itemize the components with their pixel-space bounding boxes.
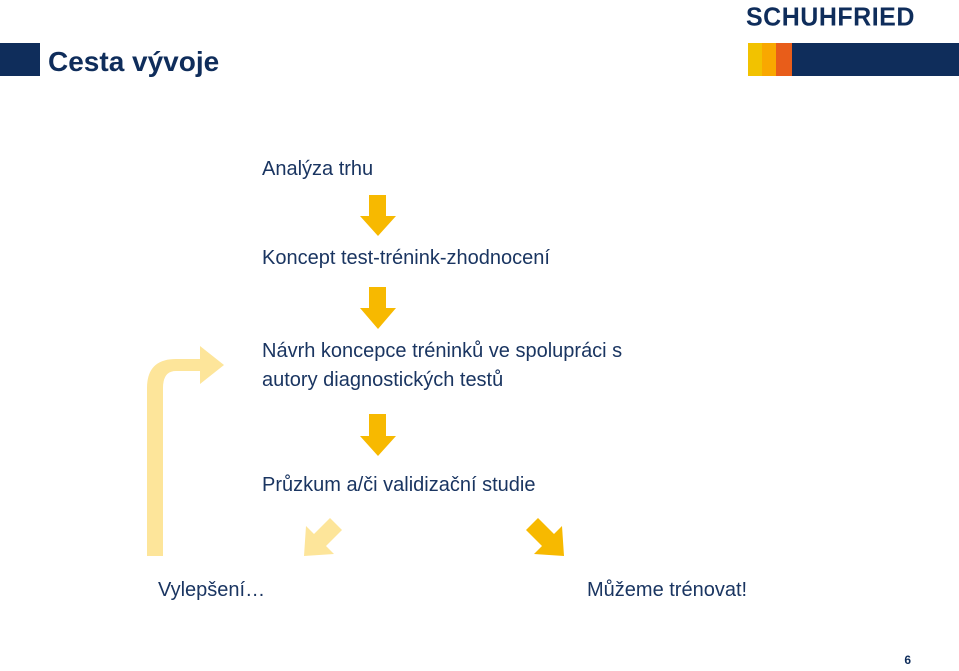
page-number: 6 — [904, 653, 911, 667]
step-market-analysis: Analýza trhu — [262, 158, 374, 180]
feedback-loop-arrow-icon — [147, 346, 224, 556]
down-arrow-icon — [360, 287, 396, 329]
diagonal-down-right-arrow-icon — [526, 518, 564, 556]
step-study: Průzkum a/či validizační studie — [262, 474, 536, 496]
slide-title: Cesta vývoje — [48, 46, 220, 77]
outcome-improvement: Vylepšení… — [158, 579, 266, 601]
step-design-line1: Návrh koncepce tréninků ve spolupráci s — [262, 340, 623, 362]
down-arrow-icon — [360, 195, 396, 236]
down-arrow-icon — [360, 414, 396, 456]
step-concept: Koncept test-trénink-zhodnocení — [262, 247, 550, 269]
diagonal-down-left-arrow-icon — [304, 518, 342, 556]
schuhfried-logo: SCHUHFRIED — [746, 2, 915, 32]
outcome-ready: Můžeme trénovat! — [587, 579, 748, 601]
step-design-line2: autory diagnostických testů — [262, 369, 504, 391]
